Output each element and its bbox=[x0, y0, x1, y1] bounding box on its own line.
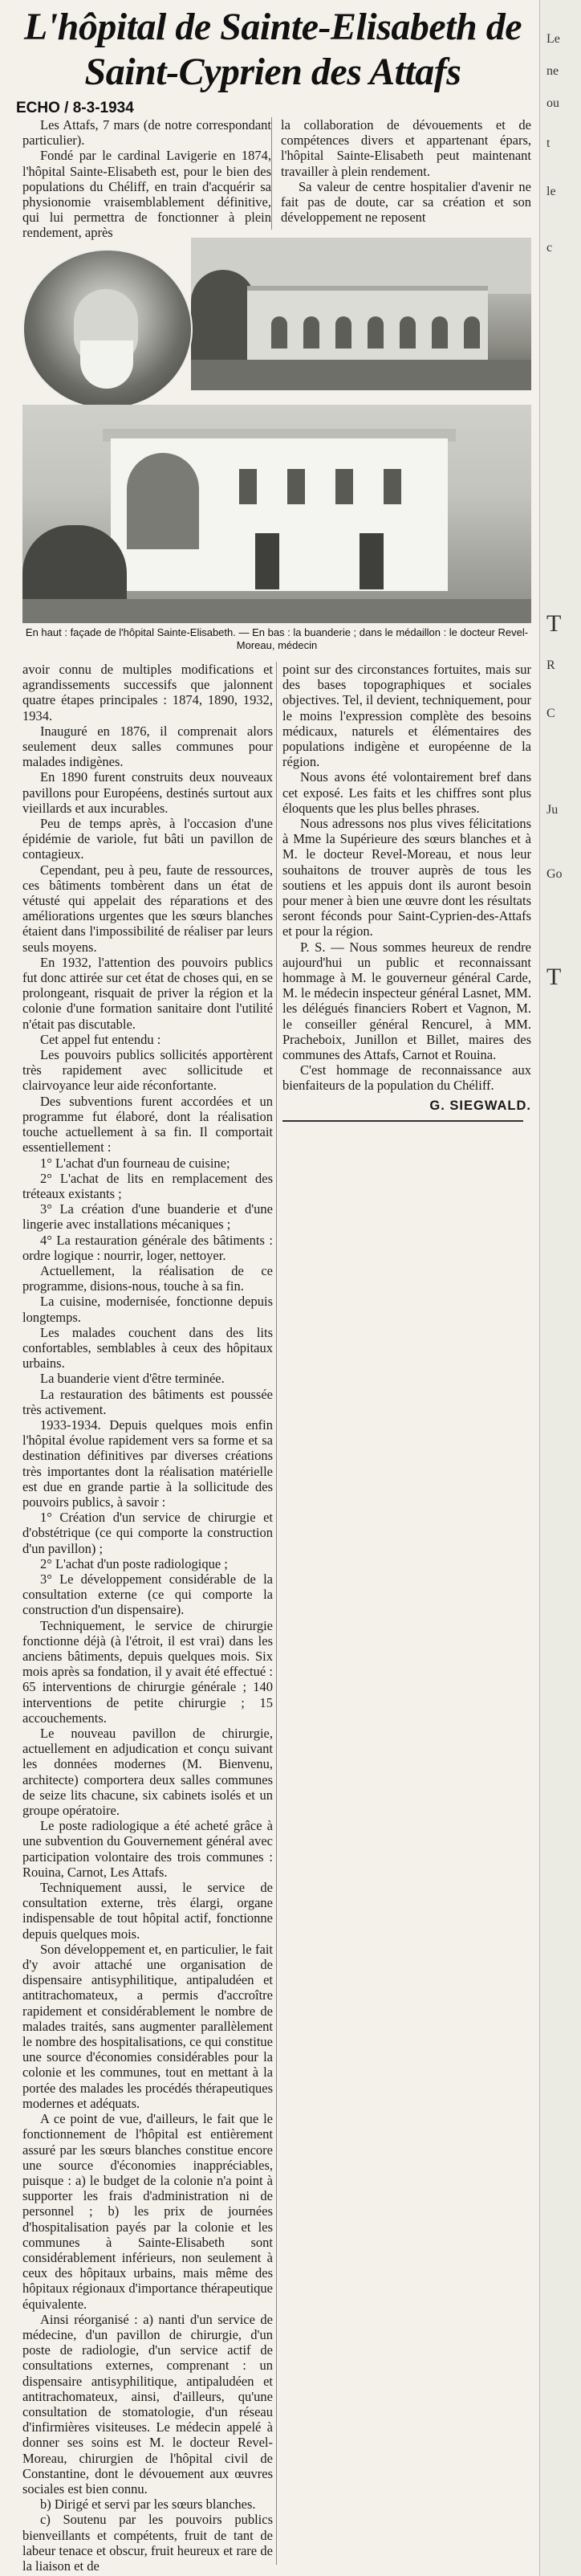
arch bbox=[464, 316, 480, 348]
body-left-column bbox=[22, 662, 273, 2574]
margin-fragment: t bbox=[546, 137, 551, 150]
window bbox=[239, 469, 257, 504]
body-paragraph: La restauration des bâtiments est poussée très activement. bbox=[22, 1386, 273, 1417]
margin-fragment: T bbox=[546, 610, 562, 637]
body-paragraph: avoir connu de multiples modifications et agrandissements successifs que jalonnent quatre étapes principales : 1874, 1890, 1932, 1934. bbox=[22, 662, 273, 723]
ground bbox=[22, 599, 531, 623]
arch bbox=[432, 316, 448, 348]
doctor-medallion-photo bbox=[22, 249, 193, 410]
body-paragraph: 2° L'achat de lits en remplacement des tréteaux existants ; bbox=[22, 1170, 273, 1201]
arcade bbox=[127, 453, 199, 549]
body-paragraph: Nous avons été volontairement bref dans cet exposé. Les faits et les chiffres sont plus éloquents que les plus belles phrases. bbox=[282, 769, 531, 816]
arch bbox=[303, 316, 319, 348]
body-paragraph: En 1932, l'attention des pouvoirs publics fut donc attirée sur cet état de choses qui, en se prolongeant, risquait de priver la région et la colonie d'une formation sanitaire dont l'utilité n'était pas discutable. bbox=[22, 954, 273, 1032]
body-paragraph: Nous adressons nos plus vives félicitations à Mme la Supérieure des sœurs blanches et à M. le docteur Revel-Moreau, et nous leur souhaitons de trouver auprès de tous les soutiens et les appuis dont ils auront besoin pour mener à bien une œuvre dont les résultats seront féconds pour Saint-Cyprien-des-Attafs et pour la région. bbox=[282, 816, 531, 940]
intro-paragraph: la collaboration de dévouements et de compétences divers et appartenant épars, l'hôpital Sainte-Elisabeth peut maintenant travailler à plein rendement. bbox=[281, 117, 531, 179]
body-paragraph: Cet appel fut entendu : bbox=[40, 1031, 161, 1047]
body-paragraph: 3° La création d'une buanderie et d'une lingerie avec installations mécaniques ; bbox=[22, 1201, 273, 1233]
door bbox=[360, 533, 384, 589]
body-paragraph: Ainsi réorganisé : a) nanti d'un service de médecine, d'un pavillon de chirurgie, d'un poste de radiologie, d'un service actif de consultations externes, comprenant : un dispensaire antisyphilitique, antipaludéen et antitrachomateux, ainsi, d'ailleurs, qu'une consultation de stomatologie, d'un réseau d'infirmières visiteuses. Le médecin appelé à donner ses soins est M. le docteur Revel-Moreau, chirurgien de l'hôpital civil de Constantine, dont le dévouement aux œuvres sociales est bien connu. bbox=[22, 2311, 273, 2497]
body-paragraph: Cependant, peu à peu, faute de ressources, ces bâtiments tombèrent dans un état de vétusté qui appelait des réparations et des améliorations urgentes que les sœurs blanches étaient dans l'impossibilité de réaliser par leurs seuls moyens. bbox=[22, 862, 273, 955]
margin-fragment: le bbox=[546, 185, 556, 198]
body-paragraph: Des subventions furent accordées et un programme fut élaboré, dont la réalisation touche actuellement à sa fin. Il comportait essentiellement : bbox=[22, 1093, 273, 1156]
body-paragraph: Techniquement, le service de chirurgie fonctionne déjà (à l'étroit, il est vrai) dans les anciens bâtiments, depuis quelques mois. Six mois après sa fondation, il y avait été effectué : 65 interventions de chirurgie générale ; 140 interventions de petite chirurgie ; 15 accouchements. bbox=[22, 1617, 273, 1726]
margin-fragment: C bbox=[546, 707, 555, 720]
body-paragraph: Inauguré en 1876, il comprenait alors seulement deux salles communes pour malades indigènes. bbox=[22, 723, 273, 770]
margin-fragment: Go bbox=[546, 867, 563, 881]
arch bbox=[271, 316, 287, 348]
margin-fragment: c bbox=[546, 241, 553, 255]
margin-fragment: Le bbox=[546, 32, 560, 46]
portrait-beard bbox=[80, 340, 133, 389]
arch bbox=[368, 316, 384, 348]
body-paragraph: Actuellement, la réalisation de ce programme, disions-nous, touche à sa fin. bbox=[22, 1262, 273, 1294]
body-paragraph: Techniquement aussi, le service de consultation externe, très élargi, organe indispensable de tout hôpital actif, fonctionne depuis quelques mois. bbox=[22, 1880, 273, 1942]
body-paragraph: Les malades couchent dans des lits confortables, semblables à ceux des hôpitaux urbains. bbox=[22, 1324, 273, 1372]
window bbox=[384, 469, 401, 504]
body-paragraph: C'est hommage de reconnaissance aux bienfaiteurs de la population du Chéliff. bbox=[282, 1062, 531, 1094]
margin-fragment: T bbox=[546, 964, 562, 990]
hospital-facade-photo bbox=[191, 238, 531, 390]
window bbox=[287, 469, 305, 504]
end-rule bbox=[282, 1120, 523, 1122]
window bbox=[335, 469, 353, 504]
body-paragraph: La buanderie vient d'être terminée. bbox=[40, 1371, 225, 1387]
margin-fragment: ou bbox=[546, 96, 559, 110]
margin-fragment: Ju bbox=[546, 803, 559, 817]
intro-paragraph: Les Attafs, 7 mars (de notre correspondant particulier). bbox=[22, 117, 271, 149]
body-paragraph: La cuisine, modernisée, fonctionne depuis longtemps. bbox=[22, 1294, 273, 1325]
body-paragraph: 1933-1934. Depuis quelques mois enfin l'hôpital évolue rapidement vers sa forme et sa destination définitives par diverses créations très importantes dont la réalisation matérielle est due en grande partie à la sollicitude des pouvoirs publics, à savoir : bbox=[22, 1416, 273, 1510]
body-paragraph: Le nouveau pavillon de chirurgie, actuellement en adjudication et conçu suivant les données modernes (M. Bienvenu, architecte) comportera deux salles communes de seize lits chacune, six cabinets isolés et un groupe opératoire. bbox=[22, 1726, 273, 1819]
body-paragraph: En 1890 furent construits deux nouveaux pavillons pour Européens, destinés surtout aux vieillards et aux incurables. bbox=[22, 769, 273, 816]
body-paragraph: point sur des circonstances fortuites, mais sur des bases topographiques et sociales objectives. Tel, il devient, techniquement, pour le moins l'expression complète des besoins médicaux, naturels et élémentaires des populations indigène et européenne de la région. bbox=[282, 662, 531, 770]
body-paragraph: c) Soutenu par les pouvoirs publics bienveillants et compétents, fruit de tant de labeur tenace et obscur, fruit heureux et rare de la liaison et de bbox=[22, 2512, 273, 2574]
body-paragraph: 1° Création d'un service de chirurgie et d'obstétrique (ce qui comporte la construction d'un pavillon) ; bbox=[22, 1510, 273, 1556]
body-paragraph: Son développement et, en particulier, le fait d'y avoir attaché une organisation de dispensaire antisyphilitique, antipaludéen et antitrachomateux, a permis d'accroître rapidement et considérablement le nombre de malades traités, sans augmenter parallèlement le nombre des hospitalisations, ce qui constitue une source d'économies considérables pour la colonie et les communes, tout en mettant à la portée des malades les procédés thérapeutiques modernes et adéquats. bbox=[22, 1941, 273, 2111]
body-paragraph: P. S. — Nous sommes heureux de rendre aujourd'hui un public et reconnaissant hommage à M. le gouverneur général Carde, M. le médecin inspecteur général Lasnet, MM. les délégués financiers Robert et Vagnon, M. le conseiller général Rencurel, à MM. Pracheboix, Junillon et Billet, maires des communes des Attafs, Carnot et Rouina. bbox=[282, 939, 531, 1063]
adjacent-column-fragment bbox=[539, 0, 581, 2576]
body-paragraph: 4° La restauration générale des bâtiments : ordre logique : nourrir, loger, nettoyer. bbox=[22, 1232, 273, 1263]
body-paragraph: Le poste radiologique a été acheté grâce à une subvention du Gouvernement général avec participation volontaire des trois communes : Rouina, Carnot, Les Attafs. bbox=[22, 1818, 273, 1880]
body-paragraph: b) Dirigé et servi par les sœurs blanches. bbox=[40, 2497, 256, 2513]
body-paragraph: Peu de temps après, à l'occasion d'une épidémie de variole, fut bâti un pavillon de contagieux. bbox=[22, 816, 273, 862]
laundry-building-photo bbox=[22, 405, 531, 623]
margin-fragment: R bbox=[546, 658, 555, 672]
article-title: L'hôpital de Sainte-Elisabeth de Saint-Cyprien des Attafs bbox=[23, 6, 522, 93]
photo-caption: En haut : façade de l'hôpital Sainte-Elisabeth. — En bas : la buanderie ; dans le médaillon : le docteur Revel-Moreau, médecin bbox=[25, 626, 529, 651]
intro-paragraph: Sa valeur de centre hospitalier d'avenir ne fait pas de doute, car sa création et son développement ne reposent bbox=[281, 178, 531, 226]
column-divider bbox=[276, 662, 277, 2565]
ground bbox=[191, 360, 531, 390]
author-signature: G. SIEGWALD. bbox=[429, 1098, 531, 1113]
column-divider bbox=[271, 117, 272, 230]
body-paragraph: Les pouvoirs publics sollicités apportèrent très rapidement avec sollicitude et clairvoyance leur aide réconfortante. bbox=[22, 1047, 273, 1094]
intro-paragraph: Fondé par le cardinal Lavigerie en 1874, l'hôpital Sainte-Elisabeth est, pour le bien des populations du Chéliff, en train d'acquérir sa physionomie vraisemblablement définitive, qui lui permettra de fonctionner à plein rendement, après bbox=[22, 148, 271, 241]
body-right-column bbox=[282, 662, 531, 1128]
arch bbox=[335, 316, 351, 348]
dateline: ECHO / 8-3-1934 bbox=[16, 100, 134, 116]
arch bbox=[400, 316, 416, 348]
intro-left-column bbox=[22, 117, 271, 241]
body-paragraph: 2° L'achat d'un poste radiologique ; bbox=[40, 1555, 228, 1571]
margin-fragment: ne bbox=[546, 64, 559, 78]
body-paragraph: 1° L'achat d'un fourneau de cuisine; bbox=[40, 1155, 230, 1171]
door bbox=[255, 533, 279, 589]
photo-block bbox=[22, 238, 531, 639]
body-paragraph: A ce point de vue, d'ailleurs, le fait que le fonctionnement de l'hôpital est entièrement assuré par les sœurs blanches constitue encore une source d'économies inappréciables, puisque : a) le budget de la colonie n'a point à supporter les frais d'administration ni de personnel ; b) les prix de journées d'hospitalisation payés par la colonie et les communes à Sainte-Elisabeth sont considérablement inférieurs, non seulement à ceux des hôpitaux urbains, mais même des hôpitaux régionaux d'importance thérapeutique équivalente. bbox=[22, 2111, 273, 2312]
intro-right-column bbox=[281, 117, 531, 225]
body-paragraph: 3° Le développement considérable de la consultation externe (ce qui comporte la construction d'un dispensaire). bbox=[22, 1571, 273, 1618]
